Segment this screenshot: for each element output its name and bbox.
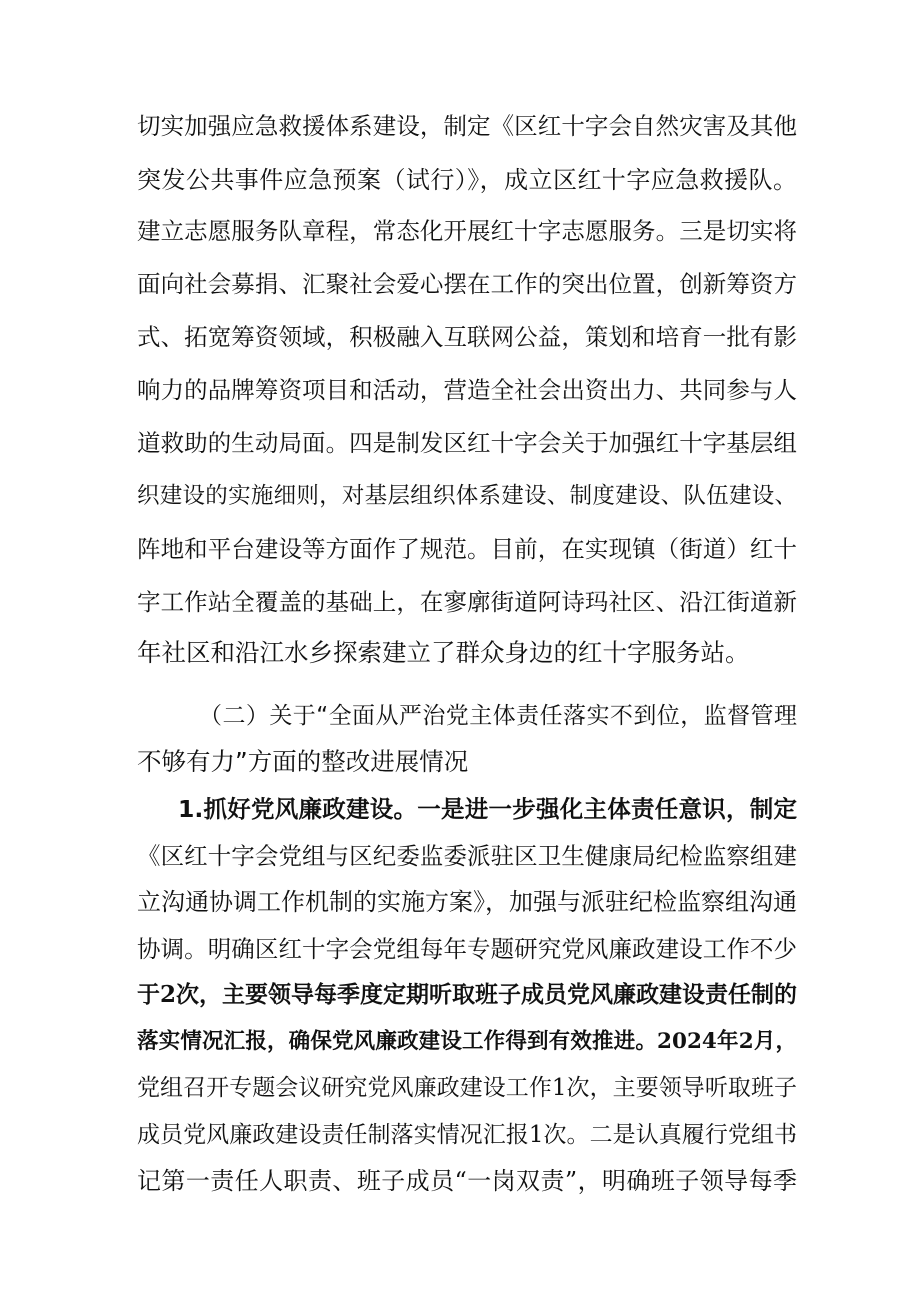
- text-line: 式、拓宽筹资领域，积极融入互联网公益，策划和培育一批有影: [137, 323, 797, 351]
- text-line: 切实加强应急救援体系建设，制定《区红十字会自然灾害及其他: [137, 112, 797, 140]
- section-heading-line: （二）关于“全面从严治党主体责任落实不到位，监督管理: [199, 703, 797, 729]
- subsection-title-line: 1.抓好党风廉政建设。一是进一步强化主体责任意识，制定: [178, 795, 797, 823]
- text-line: 道救助的生动局面。四是制发区红十字会关于加强红十字基层组: [137, 429, 797, 457]
- text-line: 织建设的实施细则，对基层组织体系建设、制度建设、队伍建设、: [137, 483, 797, 509]
- text-line: 落实情况汇报，确保党风廉政建设工作得到有效推进。2024年2月，: [137, 1029, 797, 1054]
- text-line: 《区红十字会党组与区纪委监委派驻区卫生健康局纪检监察组建: [137, 842, 797, 870]
- text-line: 成员党风廉政建设责任制落实情况汇报1次。二是认真履行党组书: [137, 1122, 797, 1148]
- text-line: 突发公共事件应急预案（试行）》，成立区红十字应急救援队。: [137, 166, 797, 194]
- text-line: 年社区和沿江水乡探索建立了群众身边的红十字服务站。: [137, 638, 750, 667]
- text-line: 阵地和平台建设等方面作了规范。目前，在实现镇（街道）红十: [137, 535, 797, 563]
- text-line: 于2次，主要领导每季度定期听取班子成员党风廉政建设责任制的: [137, 981, 798, 1008]
- text-line: 记第一责任人职责、班子成员“一岗双责”，明确班子领导每季: [137, 1167, 797, 1195]
- text-line: 面向社会募捐、汇聚社会爱心摆在工作的突出位置，创新筹资方: [137, 270, 797, 298]
- text-line: 响力的品牌筹资项目和活动，营造全社会出资出力、共同参与人: [137, 376, 797, 404]
- text-line: 协调。明确区红十字会党组每年专题研究党风廉政建设工作不少: [137, 935, 797, 963]
- text-line: 立沟通协调工作机制的实施方案》，加强与派驻纪检监察组沟通: [137, 888, 797, 916]
- section-heading-line: 不够有力”方面的整改进展情况: [137, 747, 469, 776]
- text-line: 党组召开专题会议研究党风廉政建设工作1次，主要领导听取班子: [137, 1075, 797, 1101]
- text-line: 建立志愿服务队章程，常态化开展红十字志愿服务。三是切实将: [137, 217, 797, 245]
- text-line: 字工作站全覆盖的基础上，在寥廓街道阿诗玛社区、沿江街道新: [137, 588, 797, 616]
